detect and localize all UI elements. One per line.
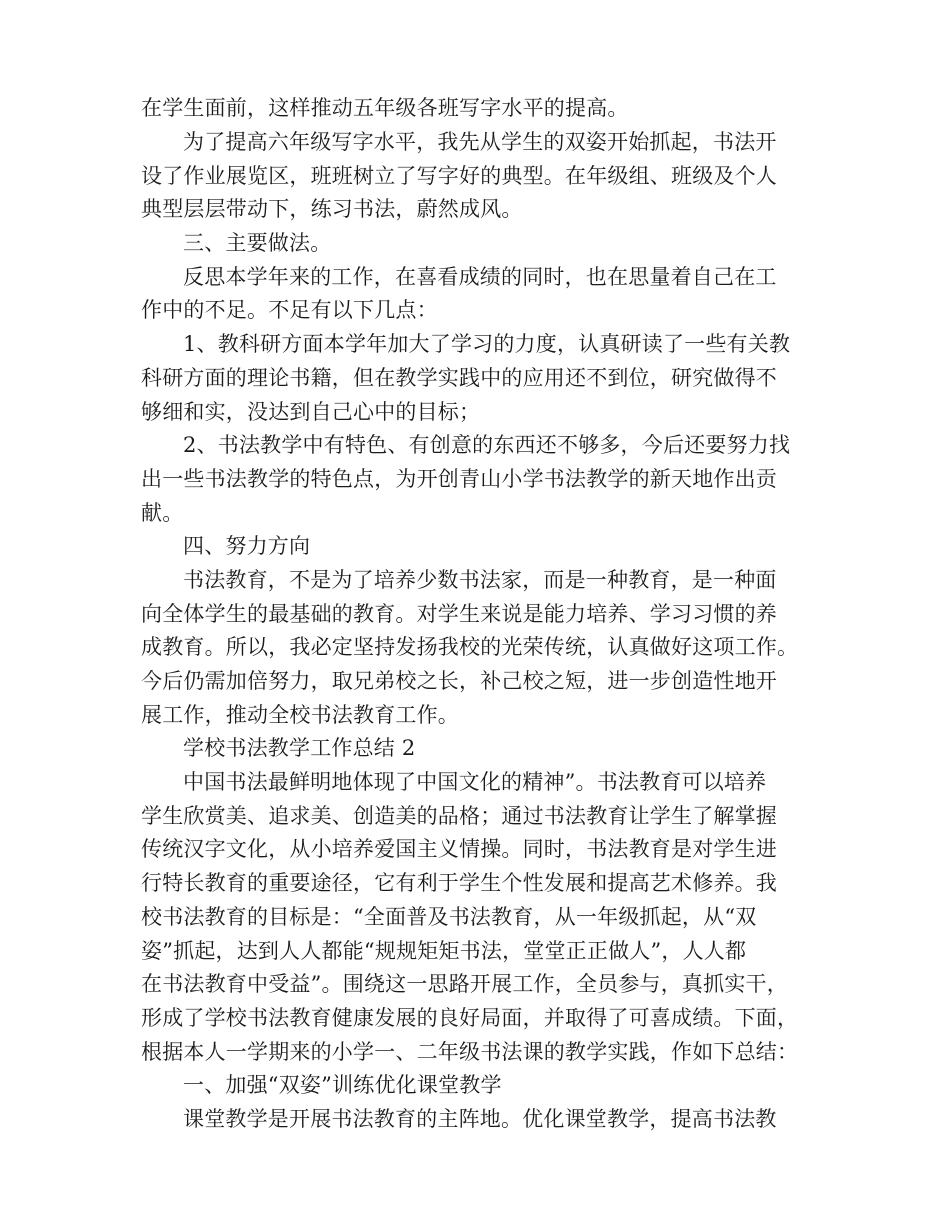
text-line: 科研方面的理论书籍，但在教学实践中的应用还不到位，研究做得不 — [141, 366, 777, 390]
section-heading: 四、努力方向 — [183, 534, 311, 558]
text-line: 作中的不足。不足有以下几点： — [141, 298, 438, 322]
text-line: 反思本学年来的工作，在喜看成绩的同时，也在思量着自己在工 — [183, 265, 777, 289]
text-line: 献。 — [141, 501, 184, 525]
text-line: 典型层层带动下，练习书法，蔚然成风。 — [141, 197, 523, 221]
text-line: 向全体学生的最基础的教育。对学生来说是能力培养、学习习惯的养 — [141, 602, 777, 626]
text-line: 学生欣赏美、追求美、创造美的品格；通过书法教育让学生了解掌握 — [141, 804, 777, 828]
text-line: 课堂教学是开展书法教育的主阵地。优化课堂教学，提高书法教 — [183, 1107, 777, 1131]
text-line: 够细和实，没达到自己心中的目标； — [141, 400, 481, 424]
section-heading: 一、加强“双姿”训练优化课堂教学 — [183, 1073, 502, 1097]
text-line: 2、书法教学中有特色、有创意的东西还不够多，今后还要努力找 — [183, 433, 791, 457]
text-line: 书法教育，不是为了培养少数书法家，而是一种教育，是一种面 — [183, 568, 777, 592]
text-line: 展工作，推动全校书法教育工作。 — [141, 703, 459, 727]
text-line: 根据本人一学期来的小学一、二年级书法课的教学实践，作如下总结： — [141, 1040, 799, 1064]
section-heading: 三、主要做法。 — [183, 231, 332, 255]
text-line: 形成了学校书法教育健康发展的良好局面，并取得了可喜成绩。下面， — [141, 1006, 799, 1030]
text-line: 传统汉字文化，从小培养爱国主义情操。同时，书法教育是对学生进 — [141, 837, 777, 861]
text-line: 校书法教育的目标是：“全面普及书法教育，从一年级抓起，从“双 — [141, 905, 757, 929]
text-line: 在书法教育中受益”。围绕这一思路开展工作，全员参与，真抓实干， — [141, 972, 788, 996]
text-line: 1、教科研方面本学年加大了学习的力度，认真研读了一些有关教 — [183, 332, 791, 356]
text-line: 今后仍需加倍努力，取兄弟校之长，补己校之短，进一步创造性地开 — [141, 669, 777, 693]
document-subtitle: 学校书法教学工作总结 2 — [183, 736, 416, 760]
text-line: 姿”抓起，达到人人都能“规规矩矩书法，堂堂正正做人”，人人都 — [141, 939, 747, 963]
text-line: 成教育。所以，我必定坚持发扬我校的光荣传统，认真做好这项工作。 — [141, 635, 799, 659]
text-line: 中国书法最鲜明地体现了中国文化的精神”。书法教育可以培养 — [183, 770, 767, 794]
text-line: 出一些书法教学的特色点，为开创青山小学书法教学的新天地作出贡 — [141, 467, 777, 491]
text-line: 在学生面前，这样推动五年级各班写字水平的提高。 — [141, 96, 629, 120]
text-line: 设了作业展览区，班班树立了写字好的典型。在年级组、班级及个人 — [141, 164, 777, 188]
text-line: 为了提高六年级写字水平，我先从学生的双姿开始抓起，书法开 — [183, 130, 777, 154]
text-line: 行特长教育的重要途径，它有利于学生个性发展和提高艺术修养。我 — [141, 871, 777, 895]
